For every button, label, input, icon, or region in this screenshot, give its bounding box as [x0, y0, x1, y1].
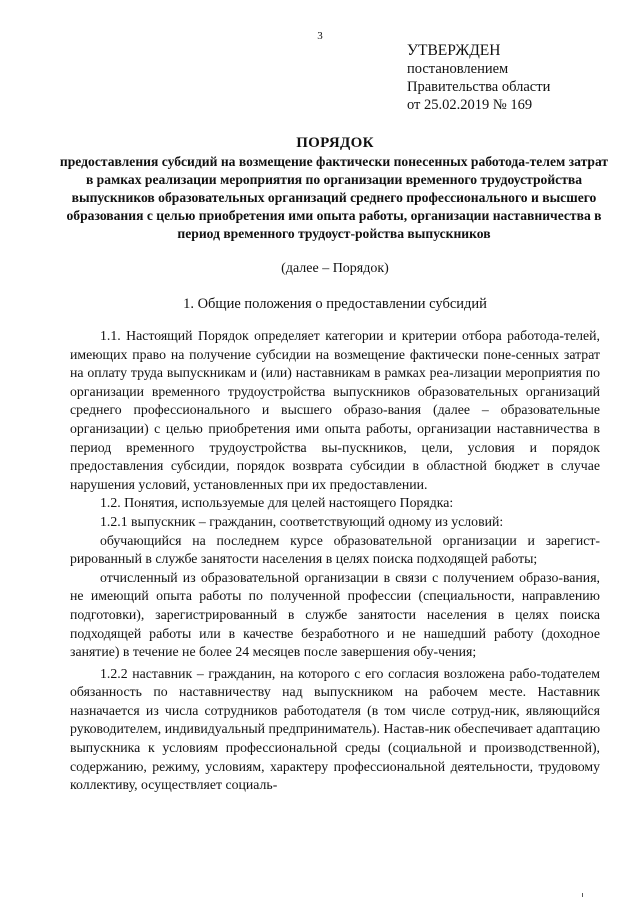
document-subtitle: предоставления субсидий на возмещение фактически понесенных работода-телем затрат в рамках реализации мероприятия по организации временного трудоустройства выпускников образовательных организаций среднего профессионального и высшего образования с целью приобретения ими опыта работы, организации наставничества в период временного трудоуст-ройства выпускников: [59, 154, 609, 241]
page-number: 3: [317, 30, 323, 42]
approval-line-date-number: от 25.02.2019 № 169: [407, 97, 533, 113]
subtitle-note: (далее – Порядок): [281, 261, 389, 276]
paragraph-1-1: 1.1. Настоящий Порядок определяет категории и критерии отбора работода-телей, имеющих право на получение субсидии на возмещение фактически поне-сенных затрат на оплату труда выпускникам и (или) наставникам в рамках реа-лизации мероприятия по организации временного трудоустройства выпускников образовательных организаций среднего профессионального и высшего образо-вания (далее – образовательные организации) с целью приобретения ими опыта работы, организации наставничества в период временного трудоустройства вы-пускников, цели, условия и порядок предоставления субсидии, порядок возврата субсидии в областной бюджет в случае нарушения условий, установленных при их предоставлении.: [70, 328, 600, 492]
paragraph-1-2-2: 1.2.2 наставник – гражданин, на которого с его согласия возложена рабо-тодателем обязанность по наставничеству над выпускником на рабочем месте. Наставник назначается из числа сотрудников работодателя (в том числе сотруд-ник, являющийся руководителем, индивидуальный предприниматель). Настав-ник обеспечивает адаптацию выпускника к условиям профессиональной среды (социальной и производственной), содержанию, режиму, условиям, характеру профессиональной деятельности, трудовому коллективу, осуществляет социаль-: [70, 665, 600, 793]
approval-stamp: [407, 42, 632, 114]
section-heading: 1. Общие положения о предоставлении субсидий: [183, 296, 487, 312]
document-body: [70, 327, 600, 795]
approval-line-approved: УТВЕРЖДЕН: [407, 42, 501, 59]
paragraph-1-2: 1.2. Понятия, используемые для целей настоящего Порядка:: [100, 495, 454, 511]
approval-line-government: Правительства области: [407, 79, 551, 95]
paragraph-1-2-1: 1.2.1 выпускник – гражданин, соответствующий одному из условий:: [100, 513, 504, 529]
paragraph-graduate-student: обучающийся на последнем курсе образовательной организации и зарегист-рированный в службе занятости населения в целях поиска подходящей работы;: [70, 532, 600, 567]
paragraph-graduate-expelled: отчисленный из образовательной организации в связи с получением образо-вания, не имеющий опыта работы по полученной профессии (специальности, направлению подготовки), зарегистрированный в службе занятости населения в целях поиска подходящей работы или в качестве безработного и не нашедший работу (доходное занятие) в течение не более 24 месяцев после завершения обу-чения;: [70, 569, 600, 660]
document-title: ПОРЯДОК: [296, 135, 374, 151]
corner-mark: [582, 893, 583, 897]
approval-line-resolution: постановлением: [407, 61, 509, 77]
